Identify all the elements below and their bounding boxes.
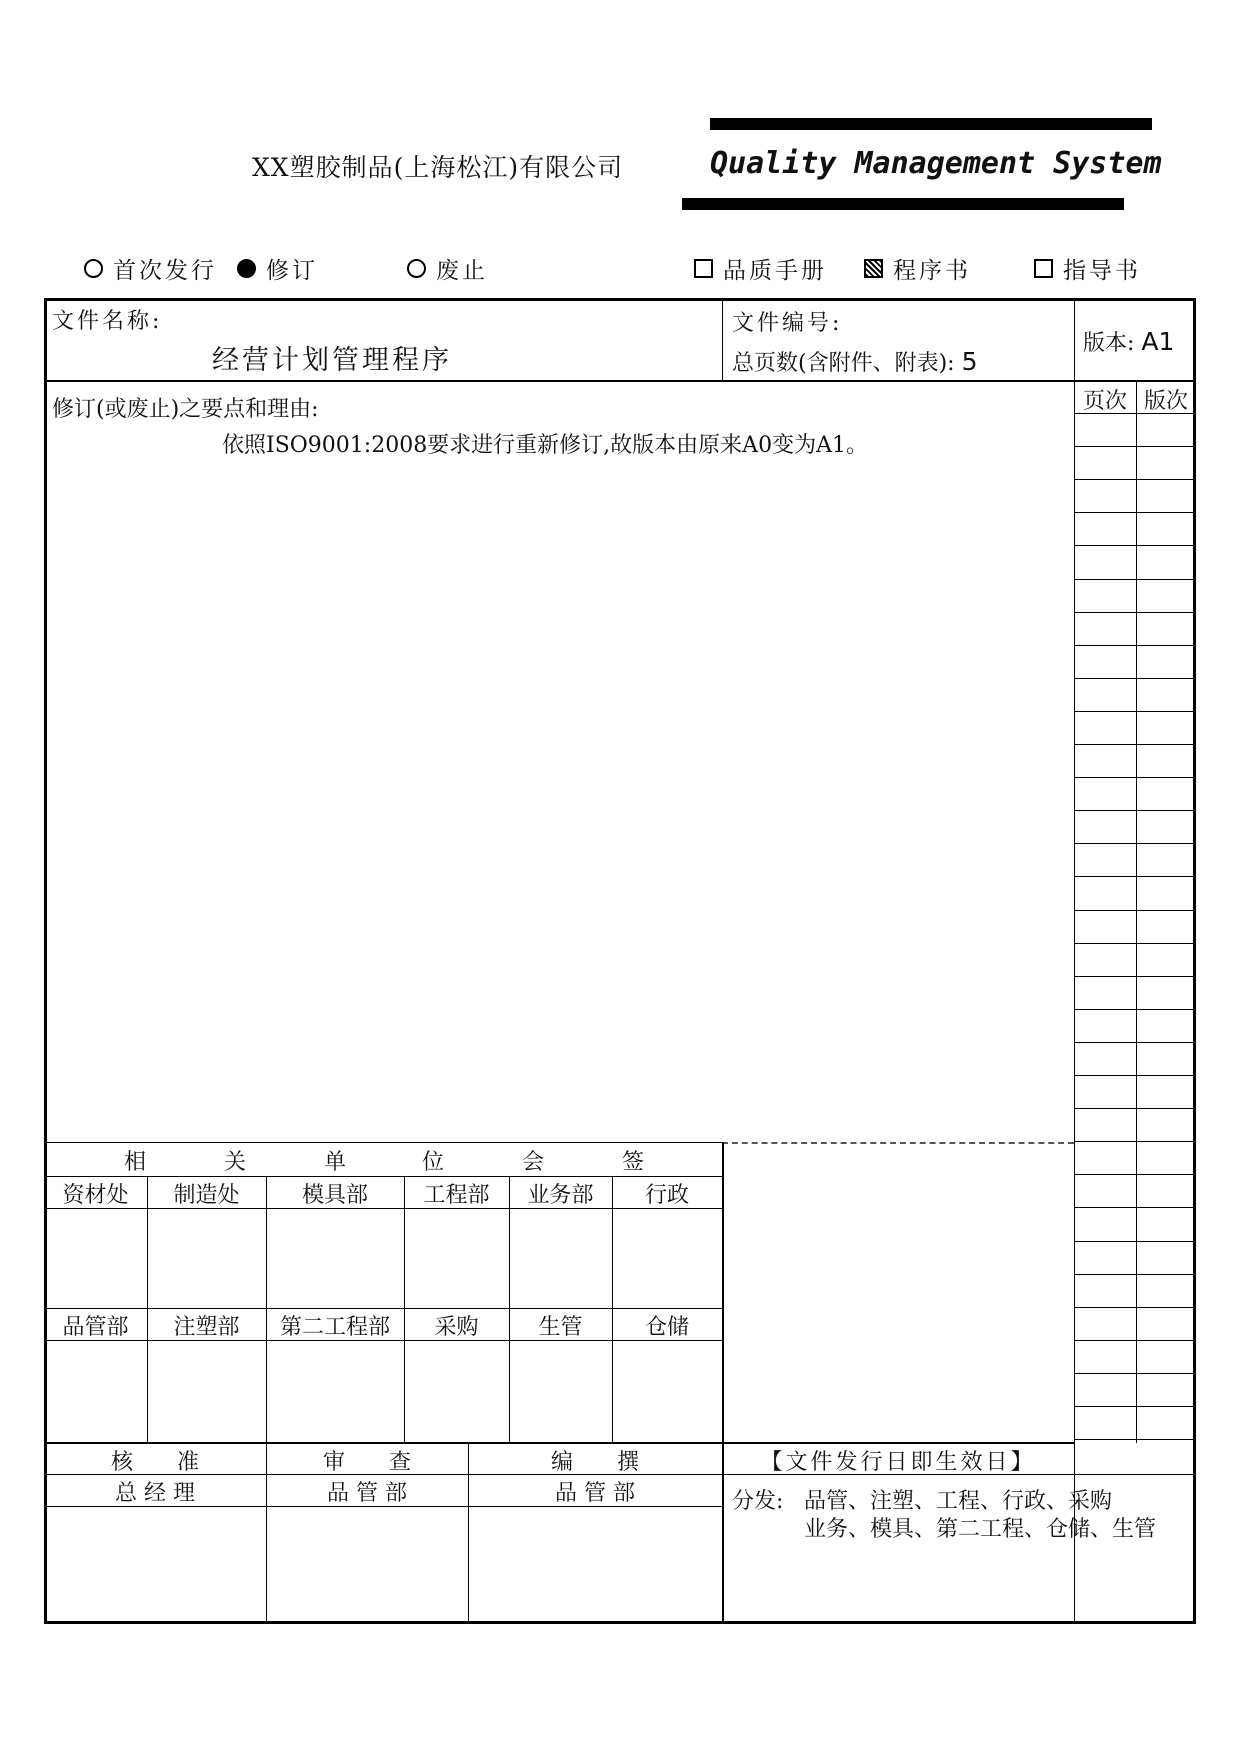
dept-warehouse: 仓储 <box>644 1315 689 1340</box>
countersign-title-char: 关 <box>223 1150 246 1175</box>
side-table-row-line <box>1074 645 1196 646</box>
divider <box>44 1176 722 1177</box>
dept-engineering: 工程部 <box>423 1183 490 1208</box>
divider <box>147 1176 148 1442</box>
divider <box>722 298 723 380</box>
side-table-row-line <box>1074 612 1196 613</box>
approve-header: 核 准 <box>110 1450 199 1475</box>
compile-header: 编 撰 <box>550 1450 639 1475</box>
type-label: 指导书 <box>1063 258 1141 284</box>
total-pages-label: 总页数(含附件、附表): <box>732 351 955 376</box>
type-instruction[interactable] <box>1034 252 1141 285</box>
side-table-row-line <box>1074 512 1196 513</box>
side-table-row-line <box>1074 744 1196 745</box>
radio-unchecked-icon <box>407 259 426 278</box>
side-table-row-line <box>1074 1340 1196 1341</box>
approve-dept: 总 经 理 <box>115 1481 195 1506</box>
radio-unchecked-icon <box>84 259 103 278</box>
divider <box>404 1176 405 1442</box>
dept-injection: 注塑部 <box>173 1315 240 1340</box>
distribution-label: 分发: <box>732 1489 784 1514</box>
page-column-header: 页次 <box>1082 389 1127 414</box>
option-label: 首次发行 <box>113 258 217 284</box>
dashed-divider <box>722 1142 1074 1144</box>
checkbox-unchecked-icon <box>694 259 713 278</box>
company-name: XX塑胶制品(上海松江)有限公司 <box>252 153 624 182</box>
divider <box>1074 298 1075 1624</box>
side-table-row-line <box>1074 1373 1196 1374</box>
countersign-title-char: 相 <box>123 1150 146 1175</box>
side-table-row-line <box>1074 1274 1196 1275</box>
divider <box>44 1142 722 1143</box>
type-label: 品质手册 <box>723 258 827 284</box>
dept-second-engineering: 第二工程部 <box>279 1315 390 1340</box>
system-title: Quality Management System <box>710 146 1162 181</box>
side-table-row-line <box>1074 1439 1196 1440</box>
side-table-row-line <box>1074 711 1196 712</box>
radio-checked-icon <box>237 259 256 278</box>
doc-number-label: 文件编号: <box>732 311 843 336</box>
side-table-row-line <box>1074 843 1196 844</box>
divider <box>722 1142 724 1624</box>
countersign-title-char: 位 <box>421 1150 444 1175</box>
option-revision[interactable] <box>237 252 318 285</box>
option-abolish[interactable] <box>407 252 488 285</box>
divider <box>509 1176 510 1442</box>
side-table-row-line <box>1074 943 1196 944</box>
side-table-row-line <box>1074 1406 1196 1407</box>
review-header: 审 查 <box>322 1450 411 1475</box>
revision-text: 依照ISO9001:2008要求进行重新修订,故版本由原来A0变为A1。 <box>222 433 868 458</box>
doc-name: 经营计划管理程序 <box>212 345 452 376</box>
dept-manufacturing: 制造处 <box>173 1183 240 1208</box>
option-first-issue[interactable] <box>84 252 217 285</box>
side-table-row-line <box>1074 810 1196 811</box>
side-table-row-line <box>1074 1141 1196 1142</box>
revision-label: 修订(或废止)之要点和理由: <box>52 397 319 422</box>
version-value: A1 <box>1141 327 1175 356</box>
divider <box>612 1176 613 1442</box>
divider <box>1136 380 1137 1443</box>
side-table-row-line <box>1074 678 1196 679</box>
type-procedure[interactable] <box>864 252 971 285</box>
divider <box>44 380 1196 382</box>
option-label: 修订 <box>266 258 318 284</box>
divider <box>44 1308 722 1309</box>
version <box>1083 326 1174 357</box>
side-table-row-line <box>1074 413 1196 414</box>
countersign-title-char: 会 <box>521 1150 544 1175</box>
dept-mold: 模具部 <box>301 1183 368 1208</box>
checkbox-checked-icon <box>864 259 883 278</box>
side-table-row-line <box>1074 1174 1196 1175</box>
side-table-row-line <box>1074 479 1196 480</box>
side-table-row-line <box>1074 579 1196 580</box>
side-table-row-line <box>1074 1307 1196 1308</box>
side-table-row-line <box>1074 910 1196 911</box>
side-table-row-line <box>1074 777 1196 778</box>
effective-note: 【文件发行日即生效日】 <box>760 1450 1036 1475</box>
form-frame <box>44 298 1196 1624</box>
side-table-row-line <box>1074 1042 1196 1043</box>
side-table-row-line <box>1074 1207 1196 1208</box>
distribution-line1: 品管、注塑、工程、行政、采购 <box>804 1489 1113 1514</box>
side-table-row-line <box>1074 1009 1196 1010</box>
side-table-row-line <box>1074 446 1196 447</box>
type-quality-manual[interactable] <box>694 252 827 285</box>
dept-qc: 品管部 <box>62 1315 129 1340</box>
countersign-title-char: 单 <box>323 1150 346 1175</box>
type-label: 程序书 <box>893 258 971 284</box>
dept-admin: 行政 <box>644 1183 689 1208</box>
countersign-title-char: 签 <box>621 1150 644 1175</box>
side-table-row-line <box>1074 1241 1196 1242</box>
checkbox-unchecked-icon <box>1034 259 1053 278</box>
dept-materials: 资材处 <box>62 1183 129 1208</box>
dept-business: 业务部 <box>527 1183 594 1208</box>
total-pages-value: 5 <box>961 347 978 376</box>
divider <box>266 1176 267 1442</box>
version-label: 版本: <box>1083 331 1135 356</box>
divider <box>44 1442 1074 1444</box>
compile-dept: 品 管 部 <box>555 1481 635 1506</box>
version-column-header: 版次 <box>1143 389 1188 414</box>
dept-production-control: 生管 <box>538 1315 583 1340</box>
side-table-row-line <box>1074 976 1196 977</box>
side-table-row-line <box>1074 876 1196 877</box>
total-pages <box>732 346 978 377</box>
side-table-row-line <box>1074 545 1196 546</box>
side-table-row-line <box>1074 1075 1196 1076</box>
dept-purchasing: 采购 <box>434 1315 479 1340</box>
distribution-line2: 业务、模具、第二工程、仓储、生管 <box>804 1517 1157 1542</box>
review-dept: 品 管 部 <box>327 1481 407 1506</box>
doc-name-label: 文件名称: <box>52 309 163 334</box>
option-label: 废止 <box>436 258 488 284</box>
header-bottom-bar <box>682 198 1124 210</box>
side-table-row-line <box>1074 1108 1196 1109</box>
header-top-bar <box>710 118 1152 130</box>
